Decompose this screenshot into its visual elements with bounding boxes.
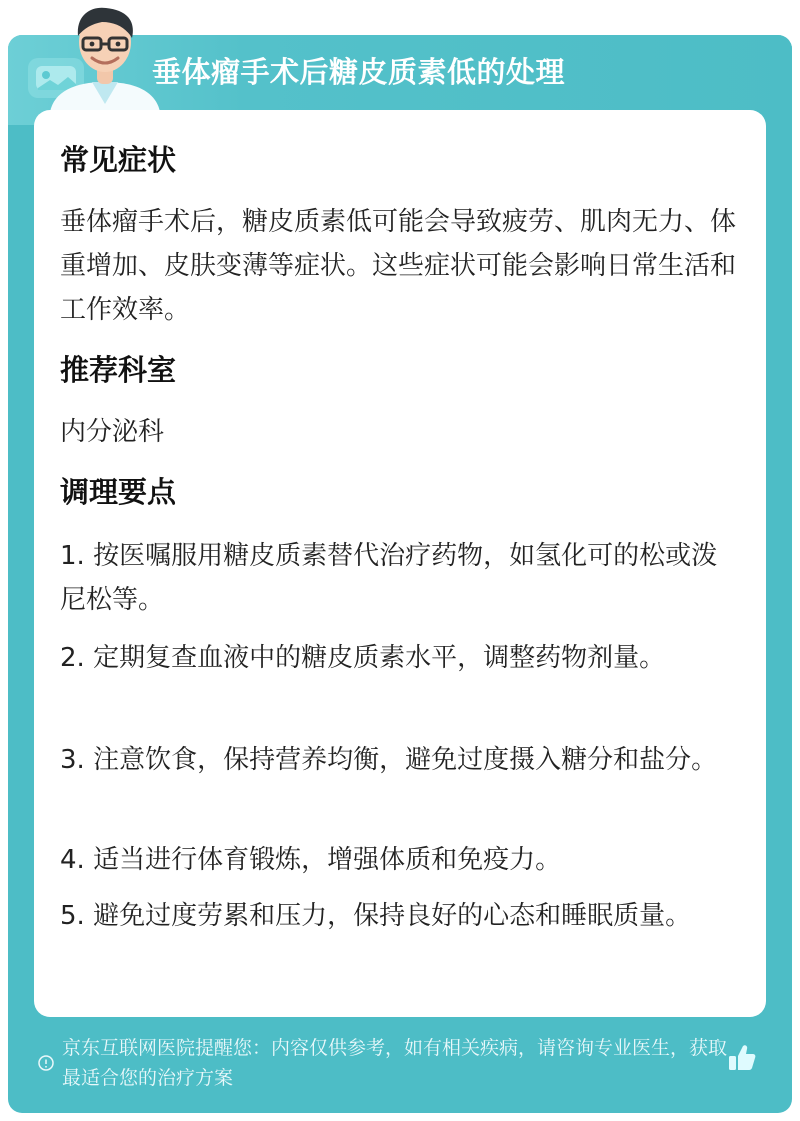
thumbs-up-icon[interactable]	[724, 1040, 760, 1076]
list-item: 1. 按医嘱服用糖皮质素替代治疗药物，如氢化可的松或泼尼松等。	[60, 541, 718, 615]
footer-notice: 京东互联网医院提醒您：内容仅供参考，如有相关疾病，请咨询专业医生，获取最适合您的治疗方案	[62, 1037, 728, 1089]
section-heading-care-points: 调理要点	[60, 475, 177, 509]
list-item: 3. 注意饮食，保持营养均衡，避免过度摄入糖分和盐分。	[60, 745, 718, 775]
list-item: 5. 避免过度劳累和压力，保持良好的心态和睡眠质量。	[60, 901, 692, 931]
page-title: 垂体瘤手术后糖皮质素低的处理	[152, 55, 566, 89]
content-card	[34, 110, 766, 1017]
doctor-avatar-icon	[40, 0, 170, 112]
section-paragraph-department: 内分泌科	[60, 417, 165, 447]
section-heading-symptoms: 常见症状	[60, 143, 177, 177]
section-heading-department: 推荐科室	[60, 353, 177, 387]
section-paragraph-symptoms: 垂体瘤手术后，糖皮质素低可能会导致疲劳、肌肉无力、体重增加、皮肤变薄等症状。这些症状可能会影响日常生活和工作效率。	[60, 207, 737, 325]
list-item: 4. 适当进行体育锻炼，增强体质和免疫力。	[60, 845, 562, 875]
info-icon	[37, 1054, 55, 1072]
list-item: 2. 定期复查血液中的糖皮质素水平，调整药物剂量。	[60, 643, 666, 673]
